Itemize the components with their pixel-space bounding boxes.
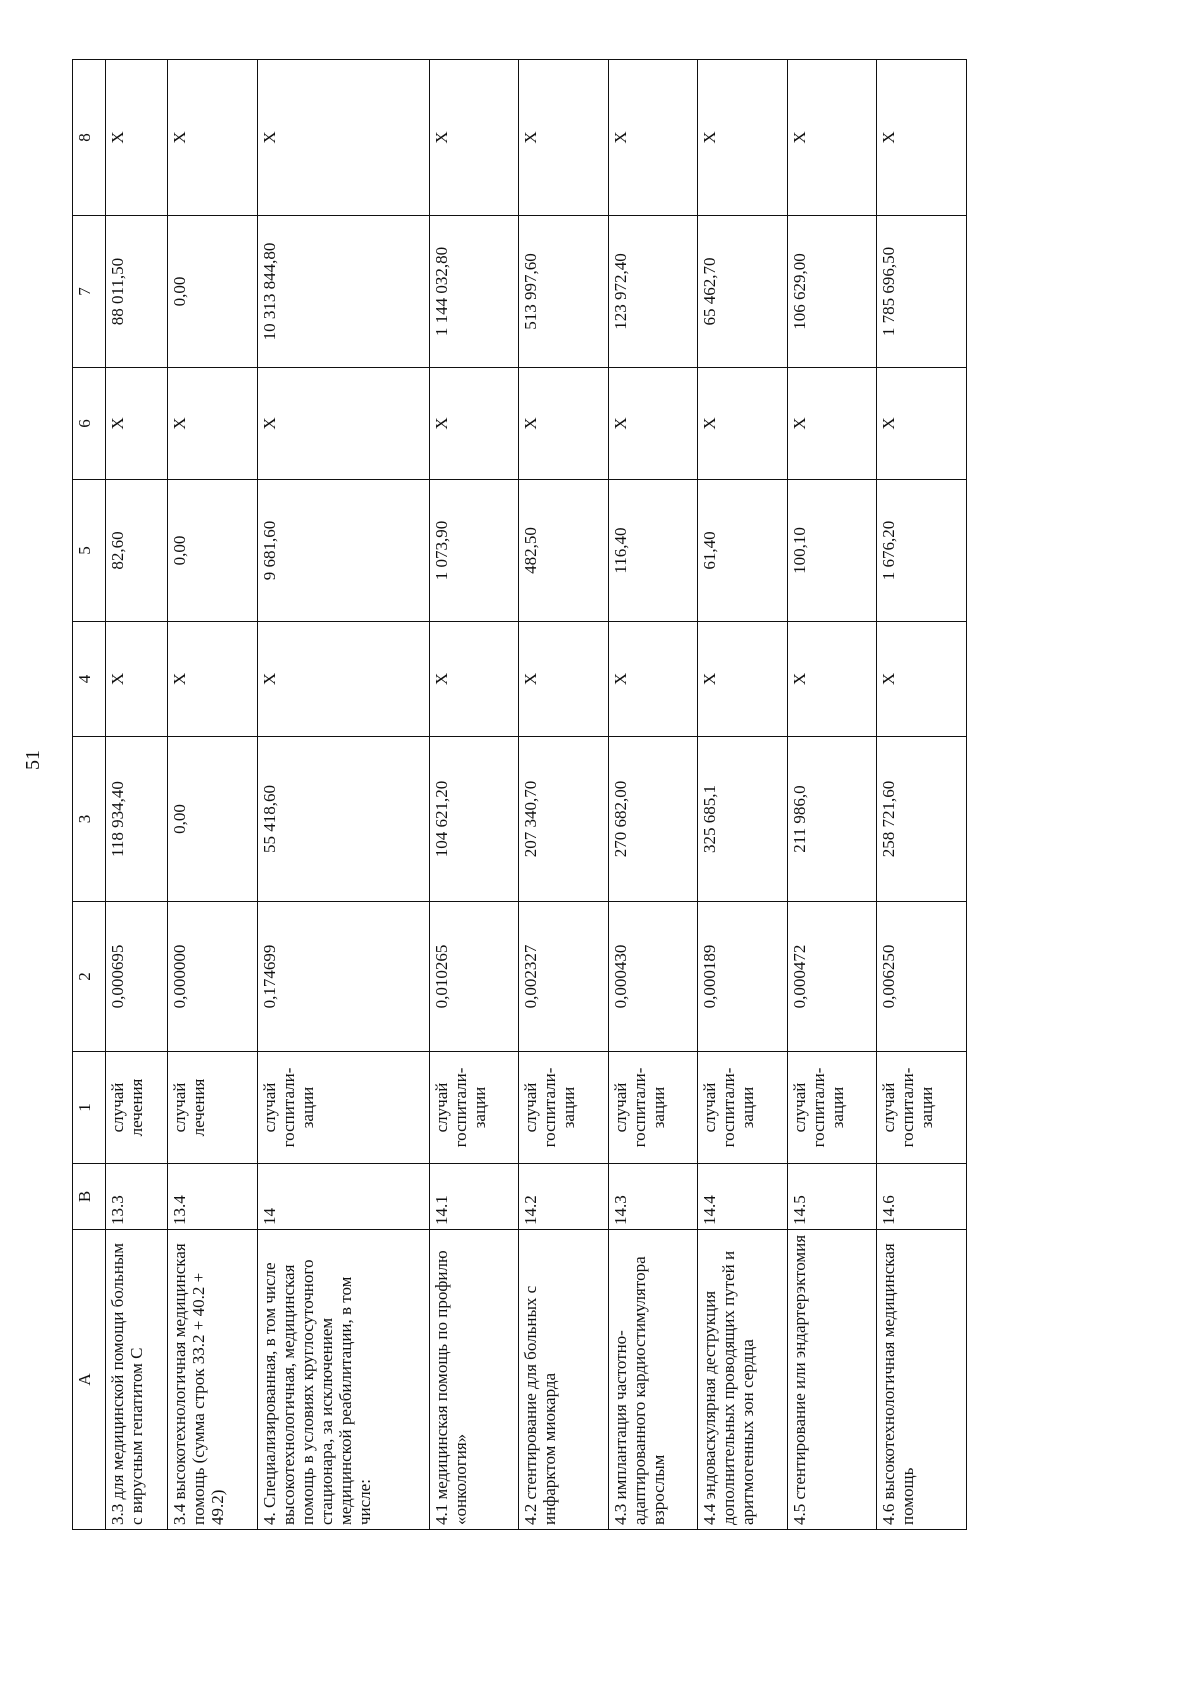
table-header-row (73, 60, 106, 1530)
value-cell: 211 986,0 (787, 737, 877, 902)
value-cell: 9 681,60 (257, 480, 429, 622)
value-cell: 0,000430 (608, 902, 698, 1052)
value-cell: 88 011,50 (106, 216, 168, 368)
row-code: 14.3 (608, 1164, 698, 1230)
value-cell: 82,60 (106, 480, 168, 622)
value-cell: 118 934,40 (106, 737, 168, 902)
rotated-table-container (72, 60, 967, 1530)
table-row (698, 60, 788, 1530)
header-cell-7: 7 (73, 216, 106, 368)
value-cell: 258 721,60 (877, 737, 967, 902)
value-cell: 100,10 (787, 480, 877, 622)
row-label: 3.4 высокотехнологичная медицинская помощь (сумма строк 33.2 + 40.2 + 49.2) (168, 1230, 258, 1530)
value-cell: X (106, 622, 168, 737)
value-cell: 0,000472 (787, 902, 877, 1052)
value-cell: X (698, 368, 788, 480)
header-cell-6: 6 (73, 368, 106, 480)
value-cell: X (519, 622, 609, 737)
unit-cell: случай госпитали- зации (257, 1052, 429, 1164)
row-code: 14.4 (698, 1164, 788, 1230)
unit-cell: случай госпитали- зации (608, 1052, 698, 1164)
value-cell: 482,50 (519, 480, 609, 622)
value-cell: X (787, 368, 877, 480)
table-row (168, 60, 258, 1530)
value-cell: X (257, 368, 429, 480)
row-label: 4.5 стентирование или эндартерэктомия (787, 1230, 877, 1530)
value-cell: X (877, 368, 967, 480)
unit-cell: случай лечения (168, 1052, 258, 1164)
value-cell: X (877, 60, 967, 216)
value-cell: X (787, 622, 877, 737)
row-code: 14.5 (787, 1164, 877, 1230)
row-code: 13.3 (106, 1164, 168, 1230)
value-cell: 513 997,60 (519, 216, 609, 368)
value-cell: 0,000695 (106, 902, 168, 1052)
value-cell: X (787, 60, 877, 216)
value-cell: X (168, 368, 258, 480)
value-cell: 0,000189 (698, 902, 788, 1052)
page-number: 51 (22, 750, 44, 770)
row-label: 3.3 для медицинской помощи больным с вирусным гепатитом С (106, 1230, 168, 1530)
header-cell-4: 4 (73, 622, 106, 737)
table-row (257, 60, 429, 1530)
row-label: 4. Специализированная, в том числе высокотехнологичная, медицинская помощь в условиях круглосуточного стационара, за исключением медицинской реабилитации, в том числе: (257, 1230, 429, 1530)
unit-cell: случай госпитали- зации (519, 1052, 609, 1164)
value-cell: 1 144 032,80 (429, 216, 519, 368)
value-cell: 61,40 (698, 480, 788, 622)
table-row (519, 60, 609, 1530)
value-cell: 104 621,20 (429, 737, 519, 902)
table-row (429, 60, 519, 1530)
value-cell: X (608, 622, 698, 737)
value-cell: 325 685,1 (698, 737, 788, 902)
row-label: 4.3 имплантация частотно-адаптированного кардиостимулятора взрослым (608, 1230, 698, 1530)
value-cell: X (168, 622, 258, 737)
row-label: 4.1 медицинская помощь по профилю «онкология» (429, 1230, 519, 1530)
value-cell: 0,174699 (257, 902, 429, 1052)
table-row (787, 60, 877, 1530)
value-cell: 106 629,00 (787, 216, 877, 368)
table-row (877, 60, 967, 1530)
value-cell: 0,00 (168, 737, 258, 902)
value-cell: X (519, 60, 609, 216)
value-cell: 10 313 844,80 (257, 216, 429, 368)
unit-cell: случай госпитали- зации (429, 1052, 519, 1164)
value-cell: 1 073,90 (429, 480, 519, 622)
value-cell: X (106, 368, 168, 480)
row-code: 14.1 (429, 1164, 519, 1230)
value-cell: X (429, 622, 519, 737)
table-row (608, 60, 698, 1530)
value-cell: 0,00 (168, 480, 258, 622)
row-label: 4.2 стентирование для больных с инфарктом миокарда (519, 1230, 609, 1530)
header-cell-3: 3 (73, 737, 106, 902)
value-cell: X (257, 60, 429, 216)
row-code: 14 (257, 1164, 429, 1230)
header-cell-b: B (73, 1164, 106, 1230)
value-cell: 1 676,20 (877, 480, 967, 622)
value-cell: 55 418,60 (257, 737, 429, 902)
header-cell-1: 1 (73, 1052, 106, 1164)
table-row (106, 60, 168, 1530)
value-cell: X (168, 60, 258, 216)
row-code: 14.6 (877, 1164, 967, 1230)
value-cell: X (257, 622, 429, 737)
header-cell-2: 2 (73, 902, 106, 1052)
value-cell: X (698, 60, 788, 216)
value-cell: 0,00 (168, 216, 258, 368)
value-cell: 123 972,40 (608, 216, 698, 368)
header-cell-a: A (73, 1230, 106, 1530)
unit-cell: случай лечения (106, 1052, 168, 1164)
row-label: 4.6 высокотехнологичная медицинская помощь (877, 1230, 967, 1530)
value-cell: X (429, 368, 519, 480)
unit-cell: случай госпитали- зации (698, 1052, 788, 1164)
header-cell-8: 8 (73, 60, 106, 216)
value-cell: X (608, 60, 698, 216)
value-cell: 116,40 (608, 480, 698, 622)
value-cell: 207 340,70 (519, 737, 609, 902)
row-code: 13.4 (168, 1164, 258, 1230)
value-cell: 0,000000 (168, 902, 258, 1052)
value-cell: X (698, 622, 788, 737)
value-cell: 0,010265 (429, 902, 519, 1052)
header-cell-5: 5 (73, 480, 106, 622)
value-cell: X (877, 622, 967, 737)
value-cell: X (519, 368, 609, 480)
value-cell: X (608, 368, 698, 480)
value-cell: 65 462,70 (698, 216, 788, 368)
unit-cell: случай госпитали- зации (877, 1052, 967, 1164)
value-cell: X (429, 60, 519, 216)
value-cell: 0,002327 (519, 902, 609, 1052)
row-code: 14.2 (519, 1164, 609, 1230)
data-table (72, 59, 967, 1530)
value-cell: 1 785 696,50 (877, 216, 967, 368)
row-label: 4.4 эндоваскулярная деструкция дополнительных проводящих путей и аритмогенных зон сердца (698, 1230, 788, 1530)
unit-cell: случай госпитали- зации (787, 1052, 877, 1164)
value-cell: X (106, 60, 168, 216)
value-cell: 0,006250 (877, 902, 967, 1052)
value-cell: 270 682,00 (608, 737, 698, 902)
